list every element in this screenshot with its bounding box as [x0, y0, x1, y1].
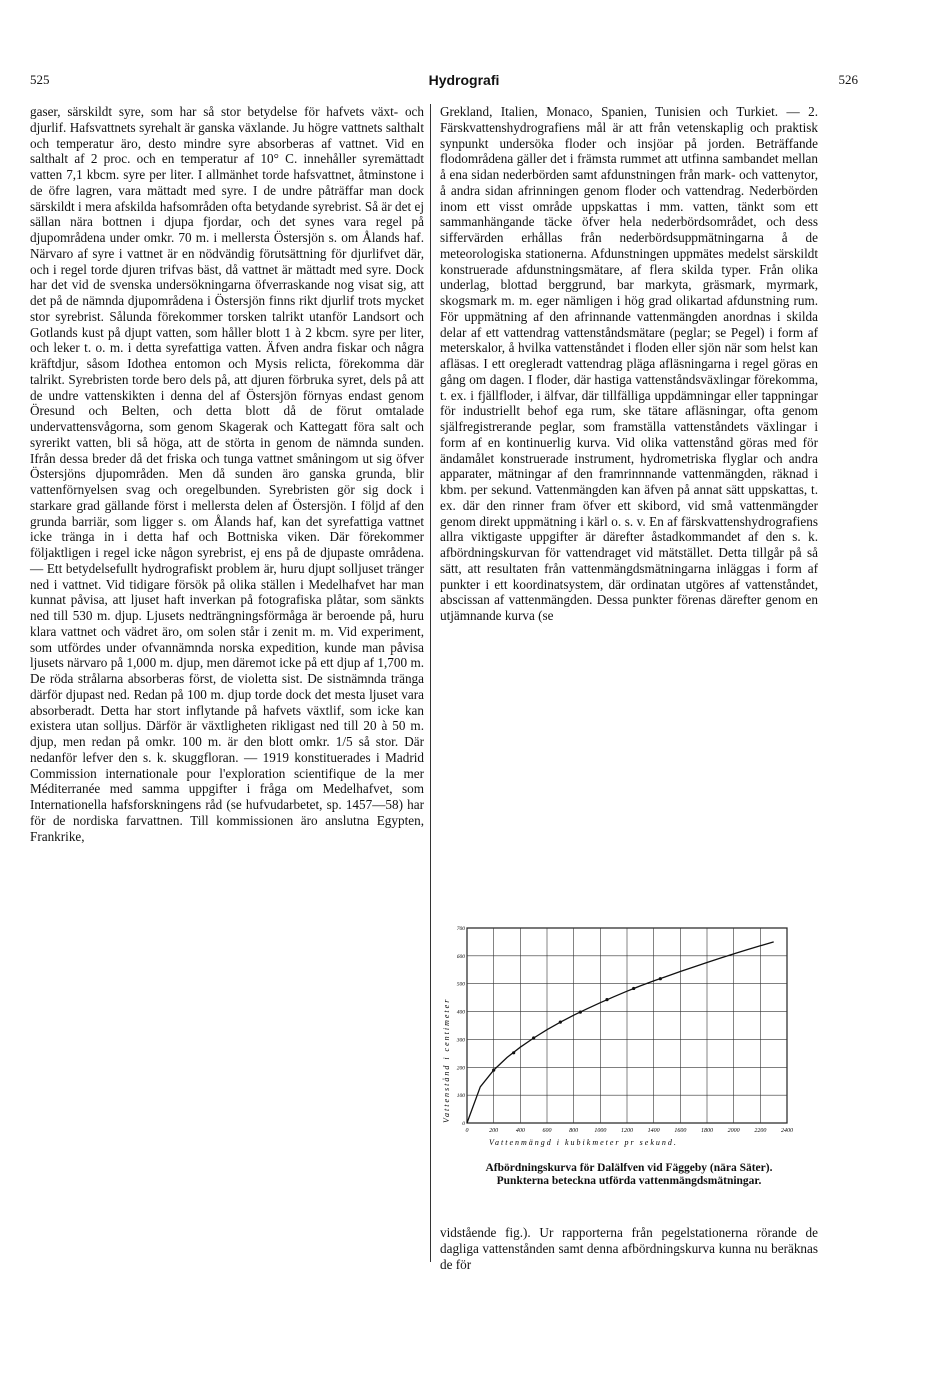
left-column-text: gaser, särskildt syre, som har så stor betydelse för hafvets växt- och djurlif. Hafsvattnets syrehalt är ganska växlande. Ju högre vattnets salthalt och temperatur äro, desto mindre syre absorberas af vattnet. Vid en salthalt af 2 proc. och en temperatur af 10° C. innehåller syremättadt vatten 7,1 kbcm. syre per liter. I allmänhet torde hafsvattnet, åtminstone i de öfre lagren, vara mättadt med syre. I de undre påträffar man dock särskildt i mera afskilda hafsområden ofta betydande syrebrist. Så är det ej sällan nära bottnen i djupa fjordar, och det synes vara regel på djupområdena under omkr. 70 m. i mellersta Östersjön s. om Ålands haf. Närvaro af syre i vattnet är en nödvändig förutsättning för djurlifvet där, och i regel torde djuren trifvas bäst, då vattnet är mättadt med syre. Dock har det vid de svenska undersökningarna öfverraskande nog visat sig, att det på de nämnda djupområdena i Östersjön finns rikt djurlif trots mycket stor syrebrist. Sålunda förekommer torsken talrikt utanför Landsort och Gotlands kust på djupt vatten, som håller blott 1 à 2 kbcm. syre per liter, och leker t. o. m. i detta syrefattiga vatten. Äfven andra fiskar och några kräftdjur, såsom Idothea entomon och Mysis relicta, förekomma där talrikt. Syrebristen torde bero dels på, att djuren förbruka syret, dels på att de undre vattenskikten i denna del af Östersjön förnyas endast genom Öresund och Belten, och detta blott då de förut omtalade undervattensvågorna, som genom Skagerak och Kattegatt föra salt och syrerikt vatten, bli så höga, att de störta in genom de nämnda sunden. Ifrån dessa breder då det friska och tunga vattnet småningom ut sig öfver Östersjöns djupområden. Men då sunden äro ganska grunda, blir vattenförnyelsen svag och oregelbunden. Syrebristen gör sig dock i starkare grad gällande först i mellersta delen af Östersjön. I följd af den grunda barriär, som ligger s. om Ålands haf, kan det syrefattiga vattnet icke tränga in i detta haf och Bottniska viken. Där förekommer följaktligen i regel icke någon syrebrist, ej ens på de djupaste områdena. — Ett betydelsefullt hydrografiskt problem är, huru djupt solljuset tränger ned i vattnet. Vid tidigare försök på olika ställen i Medelhafvet har man kunnat påvisa, att ljuset haft inverkan på fotografiska plåtar, som sänkts ned till 530 m. djup. Ljusets nedträngningsförmåga är beroende på, huru klara vattnet och vädret äro, om solen står i zenit m. m. Vid experiment, som utfördes under ofvannämnda norska expedition, kunde man påvisa ljusets närvaro på 1,000 m. djup, men däremot icke på ett djup af 1,700 m. De röda strålarna absorberas först, de violetta sist. De sistnämnda tränga därför djupast ned. Redan på 100 m. djup torde dock det mesta ljuset vara absorberadt. Detta har stort inflytande på hafvets växtlif, som icke kan existera utan solljus. Därför är växtligheten rikligast ned till 20 à 50 m. djup, men redan på omkr. 100 m. är den blott omkr. 1/5 så stor. Där nedanför lefver den s. k. skuggfloran. — 1919 konstituerades i Madrid Commission internationale pour l'exploration scientifique de la mer Méditerranée med samma uppgifter i fråga om Medelhafvet, som Internationella hafsforskningens råd (se hufvudarbetet, sp. 1457—58) har för de nordiska farvattnen. Till kommissionen äro anslutna Egypten, Frankrike, [30, 104, 424, 844]
y-tick-label: 400 [456, 1009, 465, 1016]
caption-line-1: Afbördningskurva för Dalälfven vid Fäggeby (nära Säter). [485, 1162, 773, 1174]
measurement-point [632, 987, 635, 990]
measurement-point [559, 1021, 562, 1024]
x-tick-label: 1200 [621, 1128, 633, 1134]
page-title: Hydrografi [428, 72, 500, 88]
x-tick-label: 2400 [781, 1128, 793, 1134]
x-tick-label: 600 [542, 1128, 552, 1134]
x-tick-label: 1000 [594, 1128, 607, 1134]
page-header [0, 72, 928, 92]
y-tick-label: 700 [456, 926, 465, 932]
x-tick-label: 400 [515, 1128, 525, 1134]
discharge-chart-svg [440, 925, 818, 1155]
y-axis-label: Vattenstånd i centimeter [442, 997, 451, 1123]
x-tick-label: 800 [569, 1128, 579, 1134]
x-tick-label: 2200 [754, 1128, 767, 1134]
figure-caption [440, 1162, 818, 1188]
measurement-point [512, 1051, 515, 1054]
measurement-point [492, 1068, 495, 1071]
measurement-point [605, 998, 608, 1001]
x-tick-label: 200 [489, 1128, 499, 1134]
right-column-continued-text: vidstående fig.). Ur rapporterna från pegelstationerna rörande de dagliga vattenstånden samt denna afbördningskurva kunna nu beräknas de för [440, 1225, 818, 1272]
y-tick-label: 300 [456, 1037, 465, 1044]
measurement-point [659, 977, 662, 980]
y-tick-label: 0 [462, 1121, 465, 1127]
x-tick-label: 0 [465, 1128, 469, 1134]
discharge-chart [440, 925, 818, 1155]
x-tick-label: 1800 [701, 1128, 713, 1134]
measurement-point [532, 1036, 535, 1039]
rating-curve-line [467, 942, 774, 1123]
y-tick-label: 200 [456, 1065, 465, 1072]
right-column-text: Grekland, Italien, Monaco, Spanien, Tunisien och Turkiet. — 2. Färskvattenshydrografiens mål är att från vetenskaplig och praktisk synpunkt undersöka floder och insjöar på jorden. Beträffande flodområdena gäller det i främsta rummet att utfinna sambandet mellan å ena sidan nederbörden samt afdunstningen från mark- och vattenytor, å andra sidan afrinningen genom floder och vattendrag. Nederbörden inom ett visst område uppskattas i mm. vatten, tänkt som ett sammanhängande täcke öfver hela nederbördsområdet, och dess siffervärden erhållas från nederbördsuppmätningarna å de meteorologiska stationerna. Afdunstningen uppmätes medelst särskildt konstruerade afdunstningsmätare, af flera skilda typer. Från olika underlag, blottad berggrund, bar markyta, gräsmark, myrmark, skogsmark m. m. eger nämligen i hög grad olikartad afdunstning rum. För uppmätning af den afrinnande vattenmängden anordnas i skilda delar af ett vattendrag vattenståndsmätare (peglar; se Pegel) i form af meterskalor, å hvilka vattenståndet i floden eller sjön när som helst kan afläsas. I ett oregleradt vattendrag pläga afläsningarna i regel göras en gång om dagen. I floder, där hastiga vattenståndsväxlingar förekomma, t. ex. i fjällfloder, i älfvar, där tillfälliga uppdämningar eller tappningar för industriellt behof ega rum, ske tätare afläsningar, ofta genom själfregistrerande peglar, som framställa vattenståndets växlingar i form af en kontinuerlig kurva. Vid olika vattenstånd göras med för ändamålet konstruerade instrument, hydrometriska flyglar och andra apparater, mätningar af den framrinnnande vattenmängden, räknad i kbm. per sekund. Vattenmängden kan äfven på annat sätt uppskattas, t. ex. där den rinner fram öfver ett skibord, vid små vattenmängder genom direkt uppmätning i kärl o. s. v. En af färskvattenshydrografiens allra viktigaste uppgifter är därefter åstadkommandet af den s. k. afbördningskurvan för vattendraget vid mätstället. Detta tillgår på så sätt, att resultaten från vattenmängdsmätningarna inläggas i form af punkter i ett koordinatsystem, där ordinatan utgöres af vattenståndet, abscissan af vattenmängden. Dessa punkter förenas därefter genom en utjämnande kurva (se [440, 104, 818, 623]
right-column [440, 104, 818, 624]
y-tick-label: 500 [456, 981, 465, 988]
x-axis-label: Vattenmängd i kubikmeter pr sekund. [489, 1138, 678, 1147]
right-column-continued [440, 1212, 818, 1286]
y-tick-label: 600 [456, 953, 465, 960]
y-tick-label: 100 [456, 1093, 465, 1100]
measurement-point [579, 1011, 582, 1014]
page-number-left: 525 [30, 72, 50, 87]
x-tick-label: 1600 [674, 1128, 687, 1134]
x-tick-label: 2000 [727, 1128, 740, 1134]
x-tick-label: 1400 [647, 1128, 660, 1134]
left-column [30, 104, 424, 844]
page-number-right: 526 [838, 72, 858, 87]
column-divider [430, 104, 431, 1262]
caption-line-2: Punkterna beteckna utförda vattenmängdsmätningar. [496, 1175, 762, 1187]
